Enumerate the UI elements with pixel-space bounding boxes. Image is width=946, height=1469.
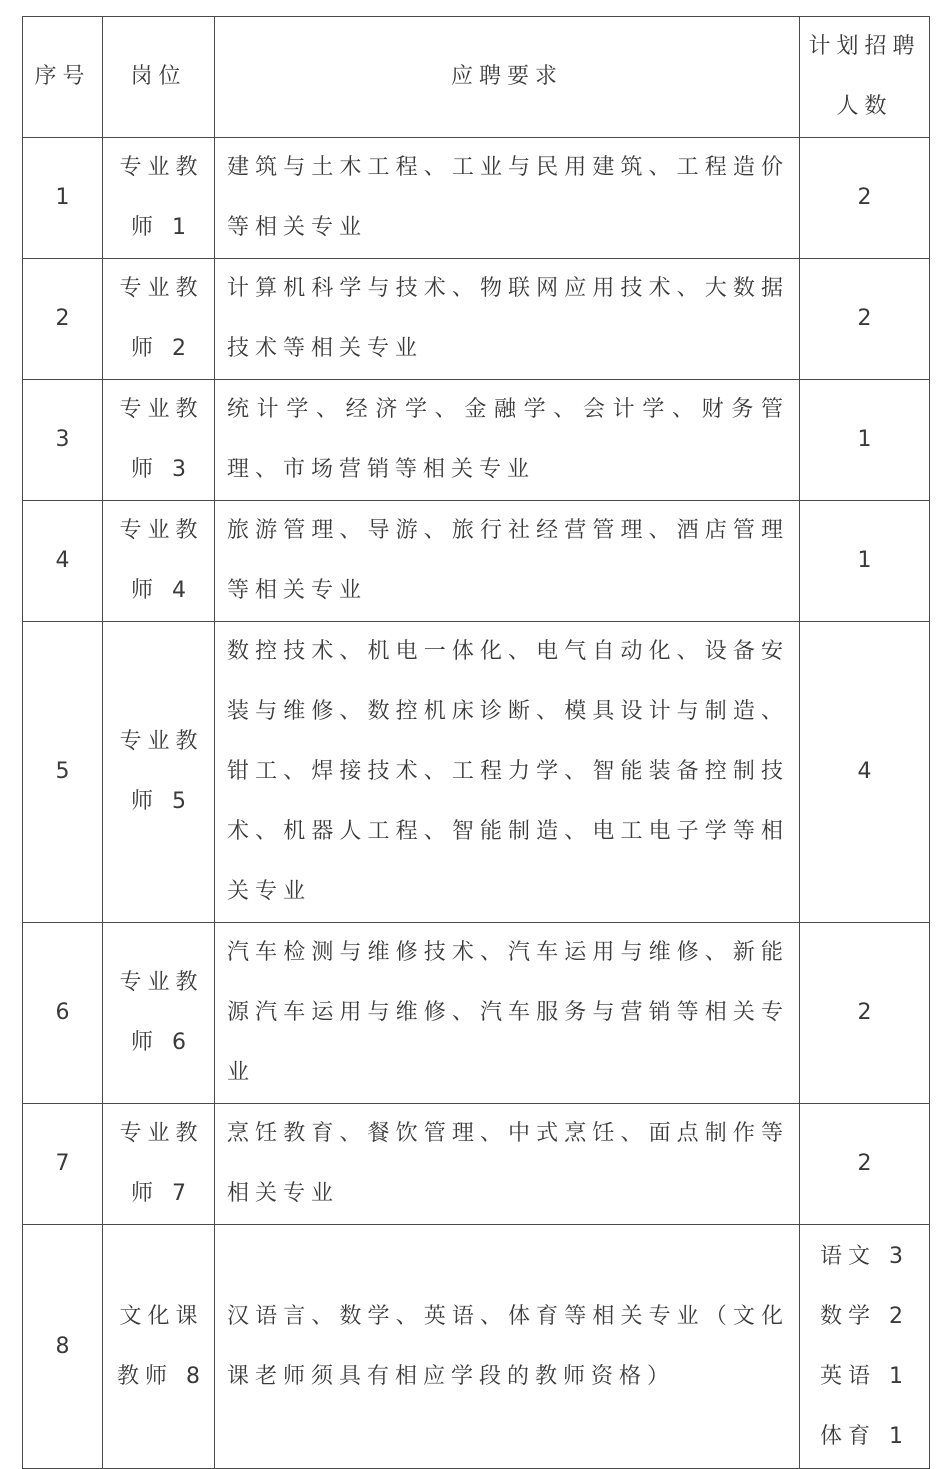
table-row bbox=[23, 380, 930, 501]
row-no: 1 bbox=[55, 185, 70, 210]
count-value: 1 bbox=[857, 427, 872, 452]
row-no-cell bbox=[23, 622, 103, 923]
requirements-cell bbox=[215, 1225, 800, 1469]
row-no: 8 bbox=[55, 1333, 70, 1359]
count-cell bbox=[800, 923, 930, 1104]
count-cell bbox=[800, 138, 930, 259]
header-count-line-2: 人数 bbox=[836, 94, 893, 119]
position-line-1: 专业教 bbox=[119, 1121, 204, 1146]
count-cell bbox=[800, 501, 930, 622]
count-cell bbox=[800, 259, 930, 380]
row-no-cell bbox=[23, 380, 103, 501]
count-cell bbox=[800, 380, 930, 501]
row-no: 2 bbox=[55, 306, 70, 331]
header-no-label: 序号 bbox=[34, 64, 91, 89]
position-line-2: 师 4 bbox=[131, 578, 192, 603]
requirements-cell bbox=[215, 923, 800, 1104]
row-no-cell bbox=[23, 501, 103, 622]
row-no: 7 bbox=[55, 1151, 70, 1176]
requirements-cell bbox=[215, 380, 800, 501]
header-position-label: 岗位 bbox=[130, 64, 187, 89]
count-value-pe: 体育 1 bbox=[820, 1423, 909, 1449]
requirements-cell bbox=[215, 622, 800, 923]
position-cell bbox=[103, 1104, 215, 1225]
header-count bbox=[800, 17, 930, 138]
position-line-2: 师 7 bbox=[131, 1181, 192, 1206]
header-position bbox=[103, 17, 215, 138]
position-cell bbox=[103, 380, 215, 501]
position-line-2: 师 5 bbox=[131, 789, 192, 814]
position-line-1: 文化课 bbox=[119, 1303, 204, 1329]
position-cell bbox=[103, 622, 215, 923]
requirements-text: 旅游管理、导游、旅行社经营管理、酒店管理等相关专业 bbox=[227, 518, 789, 603]
table-row bbox=[23, 138, 930, 259]
row-no: 6 bbox=[55, 1000, 70, 1025]
position-cell bbox=[103, 501, 215, 622]
count-value: 2 bbox=[857, 1151, 872, 1176]
table-row bbox=[23, 622, 930, 923]
position-line-2: 师 3 bbox=[131, 457, 192, 482]
header-requirements bbox=[215, 17, 800, 138]
count-value: 4 bbox=[857, 759, 872, 784]
row-no-cell bbox=[23, 138, 103, 259]
position-cell bbox=[103, 1225, 215, 1469]
count-value: 2 bbox=[857, 185, 872, 210]
table-row bbox=[23, 923, 930, 1104]
header-no bbox=[23, 17, 103, 138]
position-cell bbox=[103, 138, 215, 259]
row-no-cell bbox=[23, 1225, 103, 1469]
requirements-cell bbox=[215, 259, 800, 380]
count-cell bbox=[800, 1225, 930, 1469]
requirements-text: 汉语言、数学、英语、体育等相关专业（文化课老师须具有相应学段的教师资格） bbox=[227, 1303, 789, 1389]
table-row bbox=[23, 259, 930, 380]
position-cell bbox=[103, 923, 215, 1104]
row-no: 4 bbox=[55, 548, 70, 573]
count-value: 2 bbox=[857, 306, 872, 331]
position-line-1: 专业教 bbox=[119, 970, 204, 995]
position-cell bbox=[103, 259, 215, 380]
count-value: 1 bbox=[857, 548, 872, 573]
position-line-2: 教师 8 bbox=[117, 1363, 206, 1389]
requirements-text: 计算机科学与技术、物联网应用技术、大数据技术等相关专业 bbox=[227, 276, 789, 361]
position-line-1: 专业教 bbox=[119, 155, 204, 180]
row-no: 5 bbox=[55, 759, 70, 784]
row-no-cell bbox=[23, 1104, 103, 1225]
recruitment-table-wrapper bbox=[22, 16, 930, 1469]
table-row bbox=[23, 1225, 930, 1469]
requirements-cell bbox=[215, 501, 800, 622]
requirements-text: 汽车检测与维修技术、汽车运用与维修、新能源汽车运用与维修、汽车服务与营销等相关专业 bbox=[227, 940, 789, 1085]
requirements-text: 数控技术、机电一体化、电气自动化、设备安装与维修、数控机床诊断、模具设计与制造、钳工、焊接技术、工程力学、智能装备控制技术、机器人工程、智能制造、电工电子学等相关专业 bbox=[227, 639, 789, 904]
recruitment-table bbox=[22, 16, 930, 1469]
count-value-chinese: 语文 3 bbox=[820, 1243, 909, 1269]
position-line-1: 专业教 bbox=[119, 729, 204, 754]
position-line-2: 师 6 bbox=[131, 1030, 192, 1055]
position-line-2: 师 1 bbox=[131, 215, 192, 240]
table-header-row bbox=[23, 17, 930, 138]
position-line-1: 专业教 bbox=[119, 397, 204, 422]
requirements-text: 烹饪教育、餐饮管理、中式烹饪、面点制作等相关专业 bbox=[227, 1121, 789, 1206]
row-no-cell bbox=[23, 923, 103, 1104]
count-value-math: 数学 2 bbox=[820, 1303, 909, 1329]
position-line-1: 专业教 bbox=[119, 518, 204, 543]
requirements-cell bbox=[215, 1104, 800, 1225]
requirements-cell bbox=[215, 138, 800, 259]
row-no-cell bbox=[23, 259, 103, 380]
row-no: 3 bbox=[55, 427, 70, 452]
position-line-1: 专业教 bbox=[119, 276, 204, 301]
count-value-english: 英语 1 bbox=[820, 1363, 909, 1389]
count-value: 2 bbox=[857, 1000, 872, 1025]
header-count-line-1: 计划招聘 bbox=[808, 34, 921, 59]
requirements-text: 统计学、经济学、金融学、会计学、财务管理、市场营销等相关专业 bbox=[227, 397, 789, 482]
table-row bbox=[23, 501, 930, 622]
table-row bbox=[23, 1104, 930, 1225]
count-cell bbox=[800, 1104, 930, 1225]
count-cell bbox=[800, 622, 930, 923]
requirements-text: 建筑与土木工程、工业与民用建筑、工程造价等相关专业 bbox=[227, 155, 789, 240]
header-requirements-label: 应聘要求 bbox=[450, 64, 563, 89]
position-line-2: 师 2 bbox=[131, 336, 192, 361]
